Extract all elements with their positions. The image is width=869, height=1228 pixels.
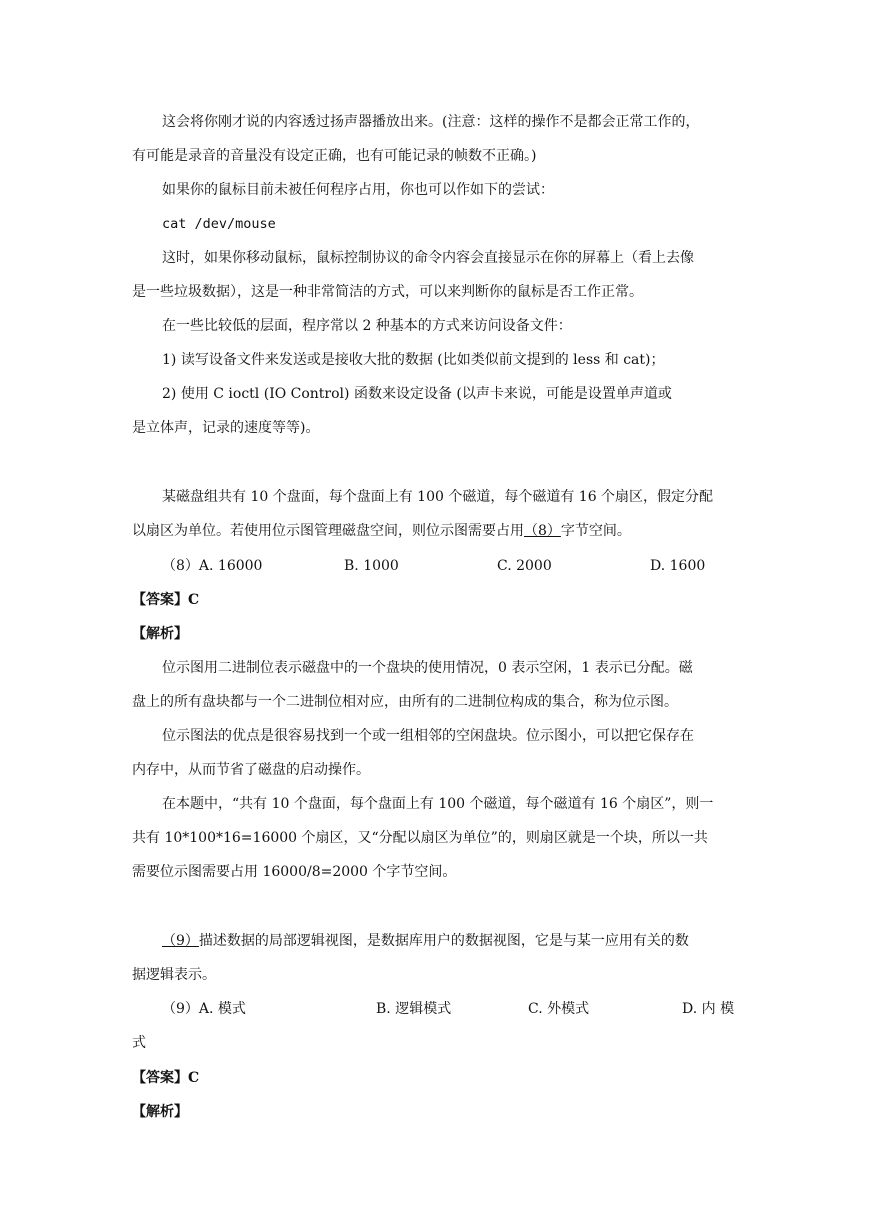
- option-d: D. 1600: [650, 558, 706, 574]
- option-a: （9）A. 模式: [162, 1001, 246, 1017]
- list-item: 1) 读写设备文件来发送或是接收大批的数据 (比如类似前文提到的 less 和 cat)；: [162, 352, 665, 368]
- list-item-continued: 是立体声，记录的速度等等)。: [132, 420, 320, 436]
- answer-blank: （9）: [162, 933, 199, 949]
- analysis-line: 共有 10*100*16=16000 个扇区，又“分配以扇区为单位”的，则扇区就是一个块，所以一共: [132, 830, 708, 846]
- analysis-line: 在本题中，“共有 10 个盘面，每个盘面上有 100 个磁道，每个磁道有 16 个扇区”，则一: [162, 796, 714, 812]
- paragraph-line: 是一些垃圾数据），这是一种非常简洁的方式，可以来判断你的鼠标是否工作正常。: [132, 284, 643, 300]
- option-b: B. 1000: [344, 558, 399, 574]
- analysis-label: 【解析】: [132, 1104, 188, 1120]
- question-stem: 以扇区为单位。若使用位示图管理磁盘空间，则位示图需要占用（8）字节空间。: [132, 523, 631, 539]
- analysis-line: 需要位示图需要占用 16000/8=2000 个字节空间。: [132, 864, 457, 880]
- question-stem: （9）描述数据的局部逻辑视图，是数据库用户的数据视图，它是与某一应用有关的数: [162, 933, 689, 949]
- answer-blank: （8）: [524, 523, 561, 539]
- option-a: （8）A. 16000: [162, 558, 263, 574]
- answer-label: 【答案】C: [132, 592, 200, 608]
- option-b: B. 逻辑模式: [376, 1001, 452, 1017]
- option-d-wrap: 式: [132, 1035, 146, 1051]
- analysis-line: 盘上的所有盘块都与一个二进制位相对应，由所有的二进制位构成的集合，称为位示图。: [132, 694, 678, 710]
- paragraph-line: 有可能是录音的音量没有设定正确，也有可能记录的帧数不正确。): [132, 148, 537, 164]
- paragraph-line: 这时，如果你移动鼠标，鼠标控制协议的命令内容会直接显示在你的屏幕上（看上去像: [162, 250, 694, 266]
- analysis-label: 【解析】: [132, 626, 188, 642]
- paragraph-line: 在一些比较低的层面，程序常以 2 种基本的方式来访问设备文件：: [162, 318, 572, 334]
- paragraph-line: 这会将你刚才说的内容透过扬声器播放出来。(注意：这样的操作不是都会正常工作的，: [162, 114, 700, 130]
- option-d: D. 内 模: [682, 1001, 735, 1017]
- analysis-line: 内存中，从而节省了磁盘的启动操作。: [132, 762, 370, 778]
- list-item: 2) 使用 C ioctl (IO Control) 函数来设定设备 (以声卡来说，可能是设置单声道或: [162, 386, 672, 402]
- analysis-line: 位示图法的优点是很容易找到一个或一组相邻的空闲盘块。位示图小，可以把它保存在: [162, 728, 694, 744]
- answer-label: 【答案】C: [132, 1070, 200, 1086]
- question-stem: 据逻辑表示。: [132, 967, 216, 983]
- question-stem: 某磁盘组共有 10 个盘面，每个盘面上有 100 个磁道，每个磁道有 16 个扇区，假定分配: [162, 489, 714, 505]
- option-c: C. 2000: [497, 558, 552, 574]
- option-c: C. 外模式: [528, 1001, 590, 1017]
- paragraph-line: 如果你的鼠标目前未被任何程序占用，你也可以作如下的尝试：: [162, 182, 554, 198]
- command-line: cat /dev/mouse: [162, 216, 276, 232]
- analysis-line: 位示图用二进制位表示磁盘中的一个盘块的使用情况，0 表示空闲，1 表示已分配。磁: [162, 660, 693, 676]
